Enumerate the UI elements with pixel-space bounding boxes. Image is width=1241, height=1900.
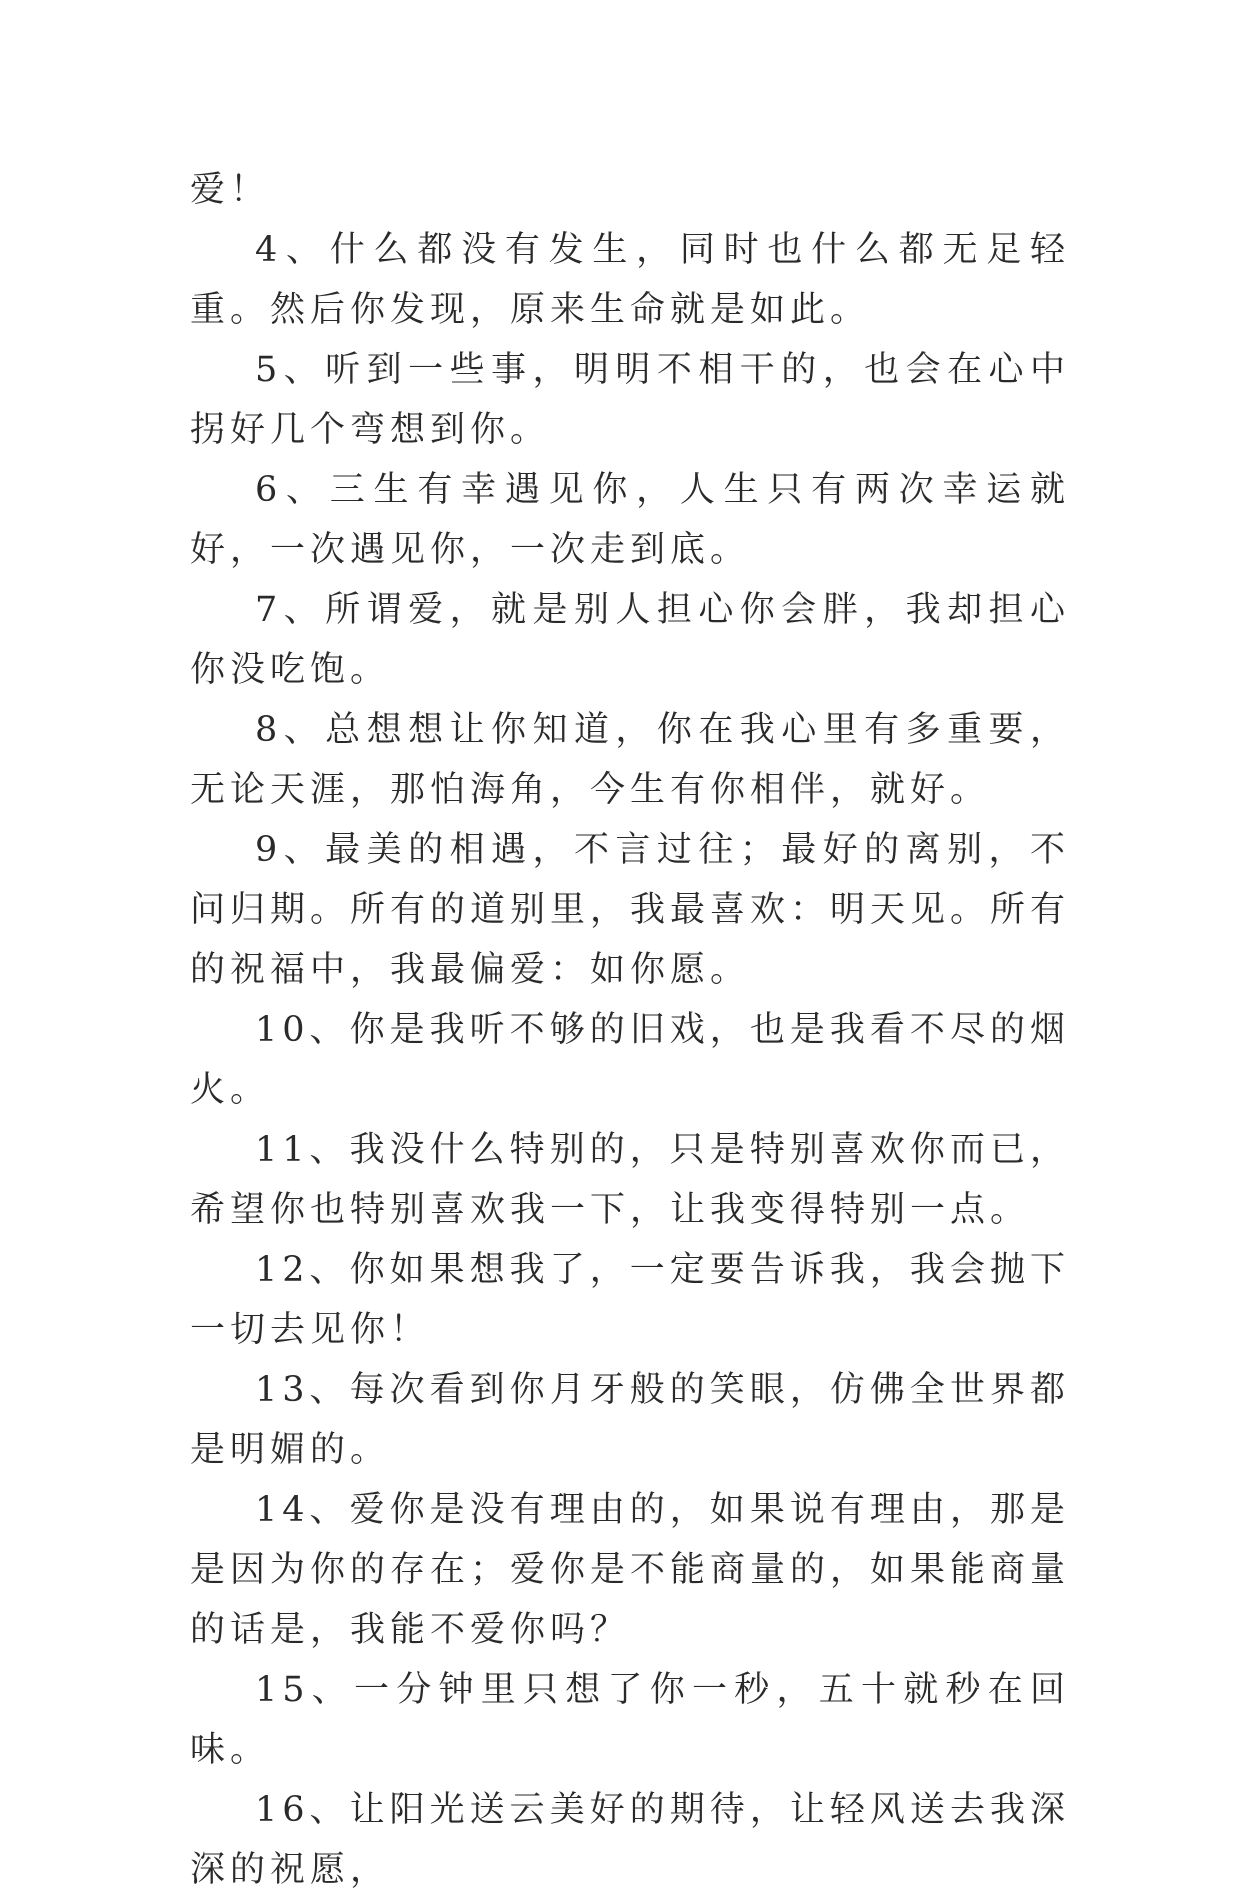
paragraph-item-9: 9、最美的相遇，不言过往；最好的离别，不问归期。所有的道别里，我最喜欢：明天见。所有的祝福中，我最偏爱：如你愿。: [190, 830, 1071, 990]
document-body: [190, 160, 1070, 1900]
paragraph-item-12: 12、你如果想我了，一定要告诉我，我会抛下一切去见你！: [190, 1250, 1070, 1350]
paragraph-item-14: 14、爱你是没有理由的，如果说有理由，那是是因为你的存在；爱你是不能商量的，如果能商量的话是，我能不爱你吗？: [190, 1490, 1071, 1650]
paragraph-item-6: 6、三生有幸遇见你，人生只有两次幸运就好，一次遇见你，一次走到底。: [190, 470, 1070, 570]
paragraph-item-11: 11、我没什么特别的，只是特别喜欢你而已，希望你也特别喜欢我一下，让我变得特别一点。: [190, 1130, 1070, 1230]
paragraph-item-4: 4、什么都没有发生，同时也什么都无足轻重。然后你发现，原来生命就是如此。: [190, 230, 1070, 330]
paragraph-item-10: 10、你是我听不够的旧戏，也是我看不尽的烟火。: [190, 1010, 1070, 1110]
paragraph-item-15: 15、一分钟里只想了你一秒，五十就秒在回味。: [190, 1670, 1070, 1770]
paragraph-item-7: 7、所谓爱，就是别人担心你会胖，我却担心你没吃饱。: [190, 590, 1070, 690]
paragraph-item-16: 16、让阳光送云美好的期待，让轻风送去我深深的祝愿，: [190, 1790, 1070, 1890]
paragraph-item-5: 5、听到一些事，明明不相干的，也会在心中拐好几个弯想到你。: [190, 350, 1070, 450]
paragraph-item-13: 13、每次看到你月牙般的笑眼，仿佛全世界都是明媚的。: [190, 1370, 1070, 1470]
paragraph-item-8: 8、总想想让你知道，你在我心里有多重要，无论天涯，那怕海角，今生有你相伴，就好。: [190, 710, 1070, 810]
paragraph-continuation: 爱！: [190, 170, 271, 210]
